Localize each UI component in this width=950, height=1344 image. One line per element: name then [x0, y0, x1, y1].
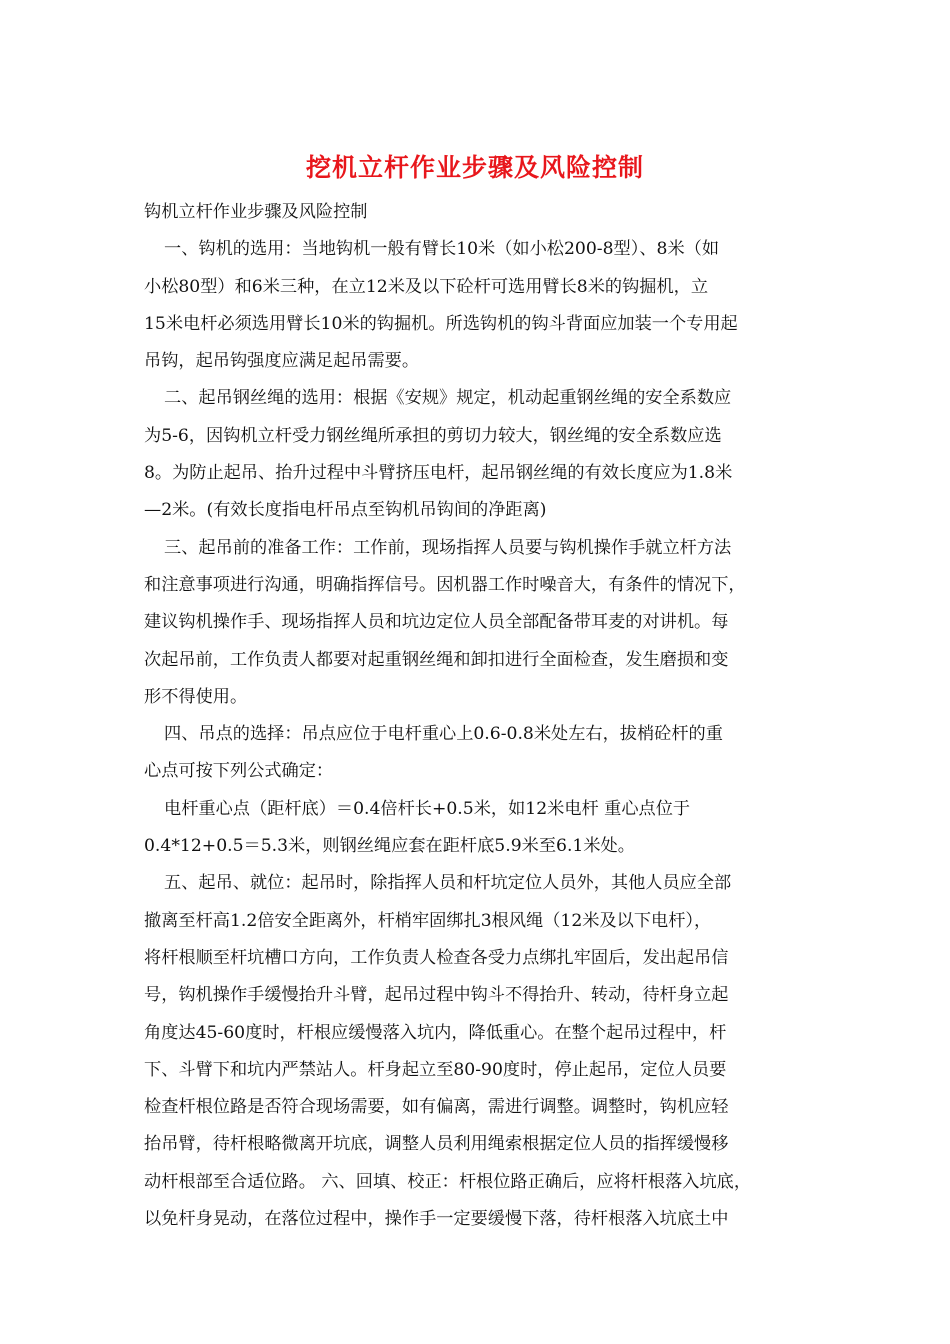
text-line: 0.4*12+0.5＝5.3米，则钢丝绳应套在距杆底5.9米至6.1米处。: [144, 836, 635, 857]
text-line: 15米电杆必须选用臂长10米的钩掘机。所选钩机的钩斗背面应加装一个专用起: [144, 313, 738, 334]
text-line: 钩机立杆作业步骤及风险控制: [144, 202, 368, 222]
text-line: 角度达45-60度时，杆根应缓慢落入坑内，降低重心。在整个起吊过程中，杆: [144, 1022, 727, 1043]
text-line: 为5-6，因钩机立杆受力钢丝绳所承担的剪切力较大，钢丝绳的安全系数应选: [144, 425, 722, 446]
paragraph-first-line: 一、钩机的选用：当地钩机一般有臂长10米（如小松200-8型）、8米（如: [164, 239, 720, 260]
text-line: 动杆根部至合适位路。 六、回填、校正：杆根位路正确后，应将杆根落入坑底，: [144, 1171, 752, 1192]
text-line: —2米。(有效长度指电杆吊点至钩机吊钩间的净距离): [144, 500, 547, 521]
text-line: 号，钩机操作手缓慢抬升斗臂，起吊过程中钩斗不得抬升、转动，待杆身立起: [144, 985, 729, 1006]
document-body: [144, 194, 834, 1238]
text-line: 吊钩，起吊钩强度应满足起吊需要。: [144, 351, 420, 372]
text-line: 撤离至杆高1.2倍安全距离外，杆梢牢固绑扎3根风绳（12米及以下电杆），: [144, 910, 712, 931]
text-line: 小松80型）和6米三种，在立12米及以下砼杆可选用臂长8米的钩掘机，立: [144, 276, 709, 297]
paragraph-first-line: 电杆重心点（距杆底）＝0.4倍杆长+0.5米，如12米电杆 重心点位于: [164, 798, 691, 819]
paragraph-first-line: 二、起吊钢丝绳的选用：根据《安规》规定，机动起重钢丝绳的安全系数应: [164, 388, 732, 409]
text-line: 抬吊臂，待杆根略微离开坑底，调整人员利用绳索根据定位人员的指挥缓慢移: [144, 1134, 729, 1155]
paragraph-first-line: 三、起吊前的准备工作：工作前，现场指挥人员要与钩机操作手就立杆方法: [164, 537, 732, 558]
paragraph-first-line: 五、起吊、就位：起吊时，除指挥人员和杆坑定位人员外，其他人员应全部: [164, 873, 732, 894]
text-line: 下、斗臂下和坑内严禁站人。杆身起立至80-90度时，停止起吊，定位人员要: [144, 1059, 727, 1080]
text-line: 次起吊前，工作负责人都要对起重钢丝绳和卸扣进行全面检查，发生磨损和变: [144, 649, 729, 670]
text-line: 形不得使用。: [144, 686, 248, 707]
text-line: 心点可按下列公式确定：: [144, 761, 334, 782]
text-line: 建议钩机操作手、现场指挥人员和坑边定位人员全部配备带耳麦的对讲机。每: [144, 612, 729, 633]
text-line: 8。为防止起吊、抬升过程中斗臂挤压电杆，起吊钢丝绳的有效长度应为1.8米: [144, 463, 733, 484]
paragraph-first-line: 四、吊点的选择：吊点应位于电杆重心上0.6-0.8米处左右，拔梢砼杆的重: [164, 724, 723, 745]
text-line: 检查杆根位路是否符合现场需要，如有偏离，需进行调整。调整时，钩机应轻: [144, 1097, 729, 1118]
text-line: 以免杆身晃动，在落位过程中，操作手一定要缓慢下落，待杆根落入坑底土中: [144, 1209, 729, 1230]
text-line: 将杆根顺至杆坑槽口方向，工作负责人检查各受力点绑扎牢固后，发出起吊信: [144, 947, 729, 968]
document-title: 挖机立杆作业步骤及风险控制: [305, 153, 644, 182]
text-line: 和注意事项进行沟通，明确指挥信号。因机器工作时噪音大，有条件的情况下，: [144, 574, 746, 595]
